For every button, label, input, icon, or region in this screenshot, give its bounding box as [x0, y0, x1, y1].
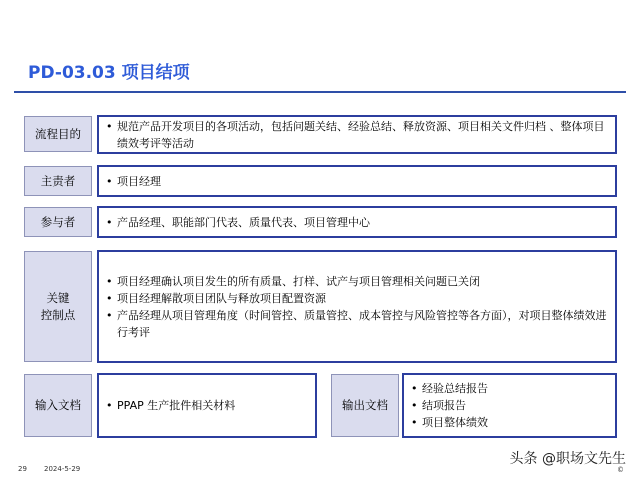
- watermark: 头条 @职场文先生: [509, 451, 626, 467]
- participants-label-text: 参与者: [40, 214, 76, 229]
- output-item: • 项目整体绩效: [411, 414, 607, 431]
- purpose-label-text: 流程目的: [35, 126, 81, 141]
- purpose-label: [24, 116, 92, 152]
- participants-item: • 产品经理、职能部门代表、质量代表、项目管理中心: [106, 214, 607, 231]
- control-item: • 项目经理解散项目团队与释放项目配置资源: [106, 290, 607, 307]
- control-label: [24, 251, 92, 362]
- output-item: • 经验总结报告: [411, 380, 607, 397]
- output-label: [331, 374, 399, 437]
- control-label-line2: 控制点: [40, 307, 76, 322]
- control-item: • 项目经理确认项目发生的所有质量、打样、试产与项目管理相关问题已关闭: [106, 273, 607, 290]
- owner-label-text: 主责者: [40, 173, 76, 188]
- page-number: 29: [18, 465, 27, 473]
- copyright-mark: ©: [617, 466, 624, 474]
- purpose-box: [97, 115, 617, 154]
- participants-label: [24, 207, 92, 237]
- input-label-text: 输入文档: [35, 398, 81, 412]
- owner-box: [97, 165, 617, 197]
- output-label-text: 输出文档: [342, 398, 388, 412]
- owner-label: [24, 166, 92, 196]
- output-box: [402, 373, 617, 438]
- owner-item: • 项目经理: [106, 173, 607, 190]
- participants-box: [97, 206, 617, 238]
- title-divider: [14, 91, 626, 93]
- input-item: • PPAP 生产批件相关材料: [106, 397, 307, 414]
- control-box: [97, 250, 617, 363]
- control-item: • 产品经理从项目管理角度（时间管控、质量管控、成本管控与风险管控等各方面），对项目整体绩效进行考评: [106, 307, 607, 341]
- footer-date: 2024-5-29: [44, 465, 81, 473]
- purpose-item: • 规范产品开发项目的各项活动，包括问题关结、经验总结、释放资源、项目相关文件归档 、整体项目绩效考评等活动: [106, 118, 607, 152]
- input-box: [97, 373, 317, 438]
- output-item: • 结项报告: [411, 397, 607, 414]
- control-label-line1: 关键: [46, 290, 70, 305]
- input-label: [24, 374, 92, 437]
- page-title: PD-03.03 项目结项: [28, 63, 190, 83]
